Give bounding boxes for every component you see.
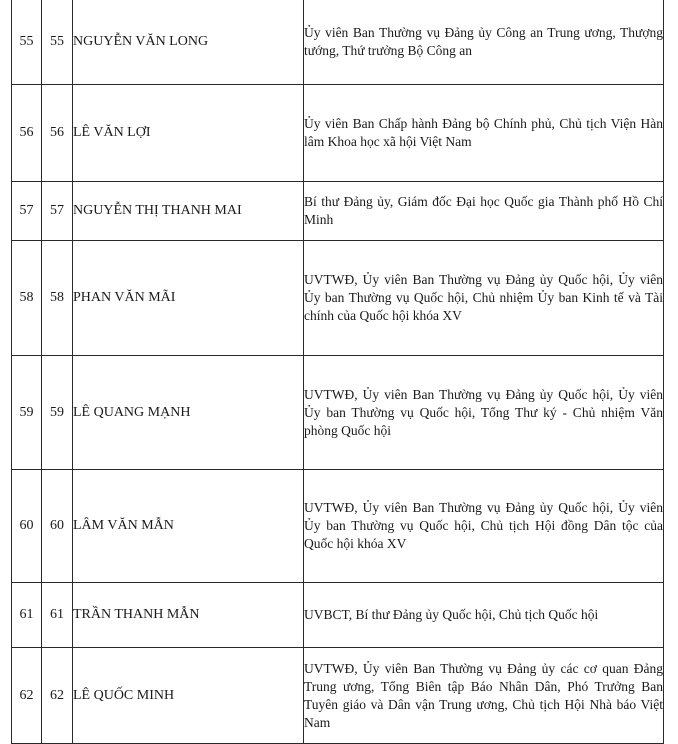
row-number: 55: [42, 0, 73, 85]
table-row: [12, 648, 664, 744]
table-row: [12, 356, 664, 470]
person-name: LÊ QUANG MẠNH: [73, 356, 304, 470]
person-name: TRẦN THANH MẪN: [73, 583, 304, 648]
table-row: [12, 583, 664, 648]
person-position: UVTWĐ, Ủy viên Ban Thường vụ Đảng ủy Quốc hội, Ủy viên Ủy ban Thường vụ Quốc hội, Chủ tịch Hội đồng Dân tộc của Quốc hội khóa XV: [304, 470, 664, 583]
person-position: UVTWĐ, Ủy viên Ban Thường vụ Đảng ủy Quốc hội, Ủy viên Ủy ban Thường vụ Quốc hội, Tổng Thư ký - Chủ nhiệm Văn phòng Quốc hội: [304, 356, 664, 470]
personnel-table: [11, 0, 664, 744]
person-position: UVBCT, Bí thư Đảng ủy Quốc hội, Chủ tịch Quốc hội: [304, 583, 664, 648]
person-position: UVTWĐ, Ủy viên Ban Thường vụ Đảng ủy các cơ quan Đảng Trung ương, Tổng Biên tập Báo Nhân Dân, Phó Trưởng Ban Tuyên giáo và Dân vận Trung ương, Chủ tịch Hội Nhà báo Việt Nam: [304, 648, 664, 744]
table-row: [12, 241, 664, 356]
person-name: PHAN VĂN MÃI: [73, 241, 304, 356]
table-row: [12, 182, 664, 241]
row-number: 60: [42, 470, 73, 583]
table-row: [12, 470, 664, 583]
row-index: 57: [12, 182, 42, 241]
row-number: 59: [42, 356, 73, 470]
row-index: 62: [12, 648, 42, 744]
person-name: NGUYỄN THỊ THANH MAI: [73, 182, 304, 241]
row-index: 55: [12, 0, 42, 85]
row-number: 56: [42, 85, 73, 182]
person-position: Bí thư Đảng ủy, Giám đốc Đại học Quốc gia Thành phố Hồ Chí Minh: [304, 182, 664, 241]
row-index: 61: [12, 583, 42, 648]
person-name: LÂM VĂN MẪN: [73, 470, 304, 583]
row-number: 58: [42, 241, 73, 356]
row-index: 59: [12, 356, 42, 470]
row-number: 57: [42, 182, 73, 241]
person-name: NGUYỄN VĂN LONG: [73, 0, 304, 85]
person-position: Ủy viên Ban Chấp hành Đảng bộ Chính phủ, Chủ tịch Viện Hàn lâm Khoa học xã hội Việt Nam: [304, 85, 664, 182]
row-index: 60: [12, 470, 42, 583]
table-row: [12, 85, 664, 182]
row-index: 58: [12, 241, 42, 356]
person-position: UVTWĐ, Ủy viên Ban Thường vụ Đảng ủy Quốc hội, Ủy viên Ủy ban Thường vụ Quốc hội, Chủ nhiệm Ủy ban Kinh tế và Tài chính của Quốc hội khóa XV: [304, 241, 664, 356]
row-index: 56: [12, 85, 42, 182]
row-number: 62: [42, 648, 73, 744]
person-name: LÊ QUỐC MINH: [73, 648, 304, 744]
person-name: LÊ VĂN LỢI: [73, 85, 304, 182]
table-row: [12, 0, 664, 85]
person-position: Ủy viên Ban Thường vụ Đảng ủy Công an Trung ương, Thượng tướng, Thứ trưởng Bộ Công an: [304, 0, 664, 85]
row-number: 61: [42, 583, 73, 648]
